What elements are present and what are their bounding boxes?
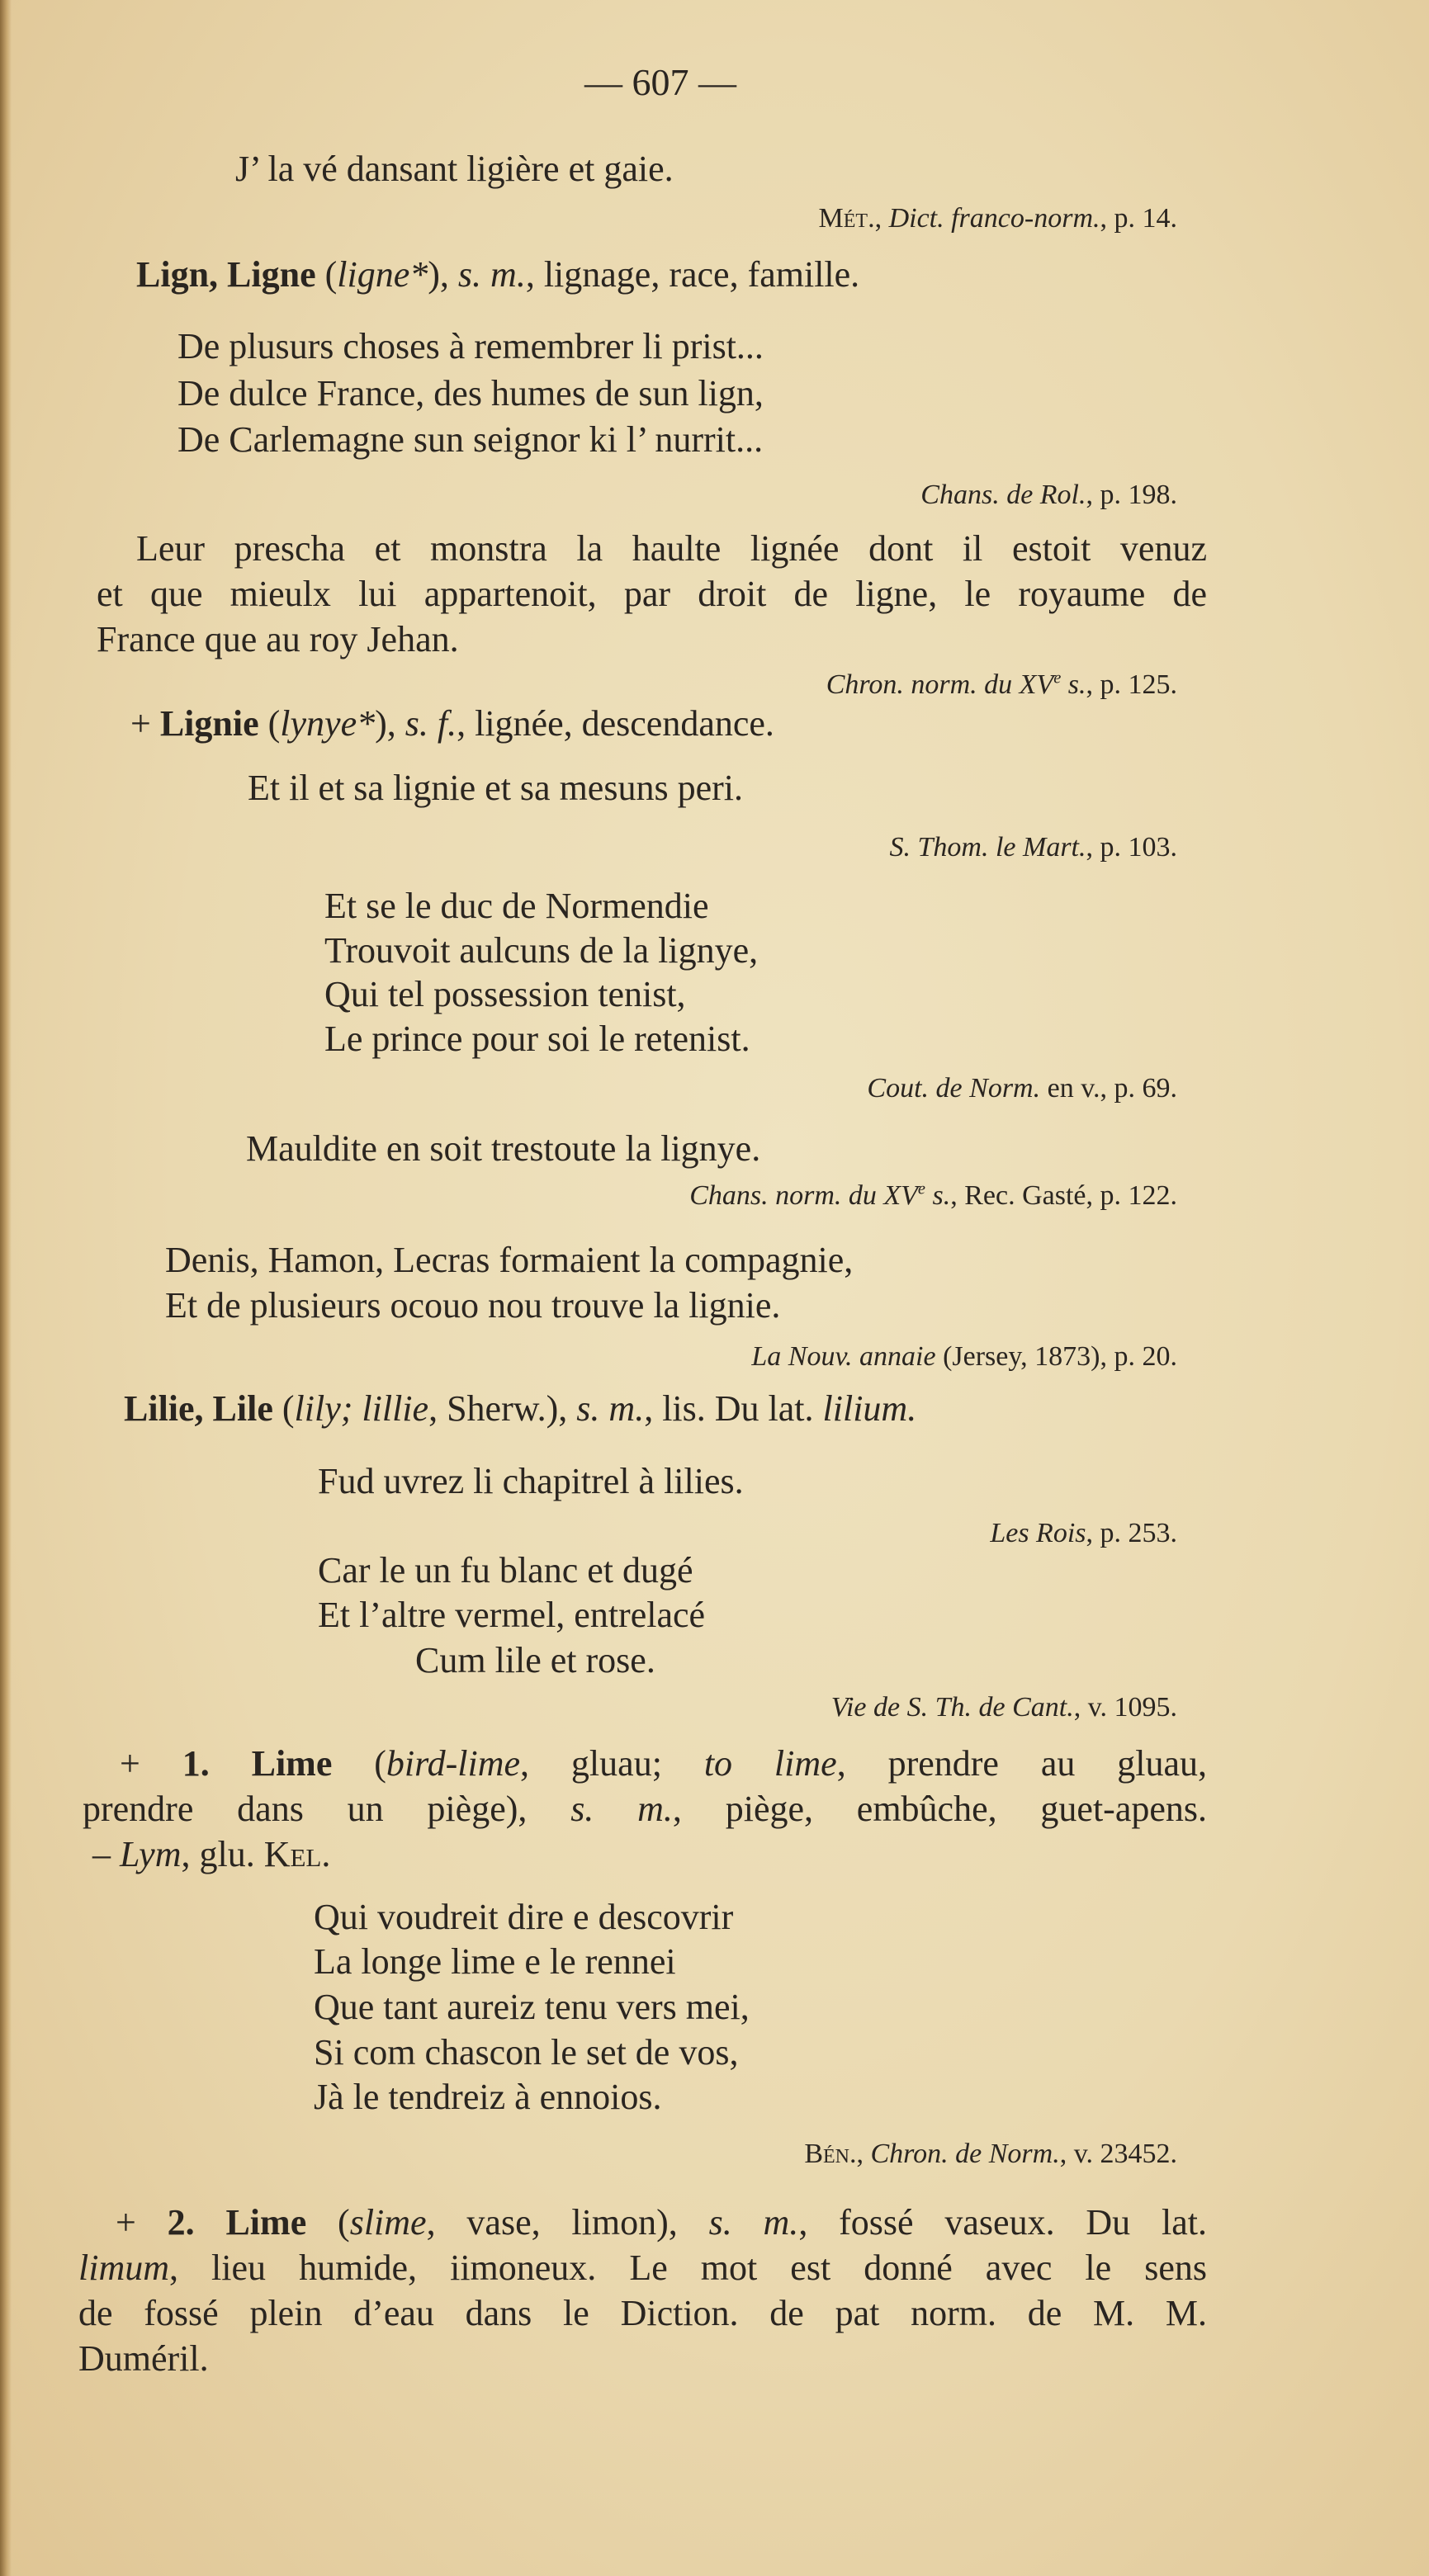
text-segment: ( — [258, 703, 281, 744]
citation — [831, 1690, 1177, 1726]
text-segment: prendre dans un piège), — [83, 1789, 571, 1829]
text-segment: Et de plusieurs ocouo nou trouve la lignie. — [165, 1285, 781, 1326]
text-segment: en v., p. 69. — [1040, 1073, 1177, 1104]
text-segment: , lignée, descendance. — [457, 703, 774, 744]
text-segment: Et se le duc de Normendie — [324, 886, 709, 926]
text-segment: Cum lile et rose. — [415, 1640, 655, 1680]
small-caps-segment: Bén. — [804, 2139, 857, 2169]
verse-line — [324, 1019, 750, 1060]
citation — [890, 830, 1178, 866]
verse-line — [177, 419, 763, 461]
italic-segment: Vie de S. Th. de Cant. — [830, 1692, 1074, 1723]
small-caps-segment: Kel. — [263, 1834, 331, 1874]
italic-segment: s. m. — [708, 2202, 799, 2243]
verse-line — [318, 1550, 693, 1591]
italic-segment: lynye* — [280, 703, 376, 744]
text-segment: , Rec. Gasté, p. 122. — [950, 1180, 1177, 1211]
text-segment: , lis. Du lat. — [644, 1388, 823, 1429]
citation — [689, 1178, 1177, 1214]
headword: 1. Lime — [182, 1743, 333, 1784]
italic-segment: s. — [1061, 669, 1086, 700]
verse-line — [165, 1285, 780, 1326]
text-segment: ( — [315, 254, 338, 295]
text-segment: De Carlemagne sun seignor ki l’ nurrit... — [177, 419, 764, 460]
citation — [804, 2136, 1177, 2172]
italic-segment: Chron. de Norm. — [870, 2139, 1060, 2169]
text-segment: , glu. — [181, 1834, 264, 1874]
text-segment: Qui tel possession tenist, — [324, 974, 686, 1014]
text-segment: ( — [332, 1743, 386, 1784]
text-segment: (Jersey, 1873), p. 20. — [935, 1341, 1177, 1372]
citation — [826, 667, 1177, 703]
entry-headword-lignie — [130, 703, 774, 744]
verse-line — [324, 886, 709, 927]
quote-line — [318, 1461, 744, 1502]
italic-segment: s. — [925, 1180, 951, 1211]
text-segment: La longe lime e le rennei — [314, 1941, 676, 1982]
text-segment: Car le un fu blanc et dugé — [318, 1550, 693, 1591]
prose-line — [78, 2248, 1207, 2289]
italic-segment: S. Thom. le Mart. — [889, 832, 1086, 863]
text-segment: de fossé plein d’eau dans le Diction. de pat norm. de M. M. — [78, 2293, 1207, 2333]
italic-segment: bird-lime — [386, 1743, 521, 1784]
text-segment: Denis, Hamon, Lecras formaient la compagnie, — [165, 1240, 854, 1280]
verse-line — [324, 930, 758, 971]
page-edge-shadow — [0, 0, 12, 2576]
entry-headword-lign — [136, 254, 859, 295]
prose-line — [78, 2338, 209, 2380]
text-segment: , — [874, 203, 889, 234]
italic-segment: Chron. norm. du XV — [826, 669, 1054, 700]
italic-segment: s. f. — [405, 703, 457, 744]
citation — [819, 201, 1177, 237]
text-segment: Le prince pour soi le retenist. — [324, 1019, 750, 1059]
prose-line — [92, 1834, 330, 1875]
italic-segment: to lime — [703, 1743, 837, 1784]
text-segment: De plusurs choses à remembrer li prist... — [177, 326, 764, 366]
citation — [920, 477, 1177, 513]
prose-line — [97, 619, 459, 660]
italic-segment: lilium. — [822, 1388, 917, 1429]
text-segment: De dulce France, des humes de sun lign, — [177, 373, 764, 414]
italic-segment: s. m. — [457, 254, 526, 295]
text-segment: Et il et sa lignie et sa mesuns peri. — [248, 768, 743, 808]
entry-headword-lime-2 — [116, 2202, 1207, 2243]
text-segment: Mauldite en soit trestoute la lignye. — [246, 1128, 761, 1169]
entry-headword-lilie — [124, 1388, 916, 1430]
italic-segment: Lym — [120, 1834, 182, 1874]
italic-segment: Les Rois — [990, 1518, 1086, 1548]
superscript: e — [1053, 669, 1062, 688]
citation — [867, 1071, 1177, 1107]
verse-line — [314, 1897, 733, 1938]
verse-line — [318, 1595, 705, 1636]
italic-segment: lily; lillie — [294, 1388, 429, 1429]
verse-line — [314, 1987, 750, 2028]
italic-segment: La Nouv. annaie — [751, 1341, 936, 1372]
headword: Lignie — [159, 703, 259, 744]
text-segment: , piège, embûche, guet-apens. — [672, 1789, 1208, 1829]
verse-line — [314, 2032, 738, 2073]
text-segment: ( — [272, 1388, 295, 1429]
text-segment: , p. 253. — [1086, 1518, 1177, 1548]
verse-line — [415, 1640, 655, 1681]
verse-line — [165, 1240, 853, 1281]
text-segment: Jà le tendreiz à ennoios. — [314, 2077, 662, 2117]
text-segment: Si com chascon le set de vos, — [314, 2032, 739, 2073]
italic-segment: s. m. — [570, 1789, 673, 1829]
italic-segment: limum — [78, 2248, 169, 2288]
text-segment: ), — [375, 703, 405, 744]
headword: Lign, Ligne — [136, 254, 316, 295]
citation — [990, 1515, 1177, 1552]
headword: Lilie, Lile — [124, 1388, 273, 1429]
text-segment: , gluau; — [520, 1743, 704, 1784]
text-segment: , vase, limon), — [426, 2202, 709, 2243]
italic-segment: Chans. norm. du XV — [689, 1180, 918, 1211]
italic-segment: ligne* — [337, 254, 428, 295]
text-segment: Duméril. — [78, 2338, 209, 2379]
text-segment: , prendre au gluau, — [836, 1743, 1208, 1784]
text-segment: , p. 14. — [1100, 203, 1177, 234]
quote-line — [235, 149, 674, 190]
text-segment: – — [92, 1834, 120, 1874]
prose-line — [136, 528, 1207, 570]
text-segment: + — [130, 703, 160, 744]
verse-line — [177, 373, 764, 414]
text-segment: , fossé vaseux. Du lat. — [798, 2202, 1207, 2243]
text-segment: France que au roy Jehan. — [97, 619, 459, 659]
text-segment: , v. 1095. — [1073, 1692, 1177, 1723]
text-segment: , lieu humide, iimoneux. Le mot est donné avec le sens — [169, 2248, 1207, 2288]
citation — [751, 1339, 1177, 1375]
italic-segment: Chans. de Rol. — [920, 480, 1086, 510]
text-segment: Leur prescha et monstra la haulte lignée dont il estoit venuz — [136, 528, 1207, 569]
text-segment: ), — [428, 254, 458, 295]
text-segment: Et l’altre vermel, entrelacé — [318, 1595, 706, 1635]
text-segment: Qui voudreit dire e descovrir — [314, 1897, 734, 1937]
text-segment: + — [116, 2202, 168, 2243]
verse-line — [314, 1941, 676, 1983]
italic-segment: Cout. de Norm. — [867, 1073, 1041, 1104]
italic-segment: s. m. — [576, 1388, 645, 1429]
quote-line — [246, 1128, 760, 1170]
text-segment: + — [120, 1743, 182, 1784]
text-segment: , p. 125. — [1086, 669, 1177, 700]
text-segment: , p. 198. — [1086, 480, 1177, 510]
small-caps-segment: Mét. — [818, 203, 875, 234]
text-segment: Fud uvrez li chapitrel à lilies. — [318, 1461, 744, 1501]
prose-line — [78, 2293, 1207, 2334]
text-segment: ( — [306, 2202, 350, 2243]
superscript: e — [917, 1179, 925, 1198]
text-segment: — 607 — — [584, 61, 736, 103]
page-number — [0, 62, 1321, 103]
verse-line — [324, 974, 686, 1015]
prose-line — [97, 574, 1207, 615]
quote-line — [248, 768, 743, 809]
text-segment: , — [856, 2139, 871, 2169]
verse-line — [314, 2077, 662, 2118]
text-segment: et que mieulx lui appartenoit, par droit de ligne, le royaume de — [97, 574, 1207, 614]
text-segment: , p. 103. — [1086, 832, 1177, 863]
text-segment: J’ la vé dansant ligière et gaie. — [235, 149, 674, 189]
text-segment: , v. 23452. — [1059, 2139, 1177, 2169]
prose-line — [83, 1789, 1207, 1830]
entry-headword-lime-1 — [120, 1743, 1207, 1784]
text-segment: , lignage, race, famille. — [525, 254, 860, 295]
text-segment: , Sherw.), — [428, 1388, 577, 1429]
italic-segment: slime — [349, 2202, 427, 2243]
text-segment: Que tant aureiz tenu vers mei, — [314, 1987, 750, 2027]
text-segment: Trouvoit aulcuns de la lignye, — [324, 930, 759, 971]
verse-line — [177, 326, 764, 367]
headword: 2. Lime — [167, 2202, 307, 2243]
italic-segment: Dict. franco-norm. — [888, 203, 1100, 234]
